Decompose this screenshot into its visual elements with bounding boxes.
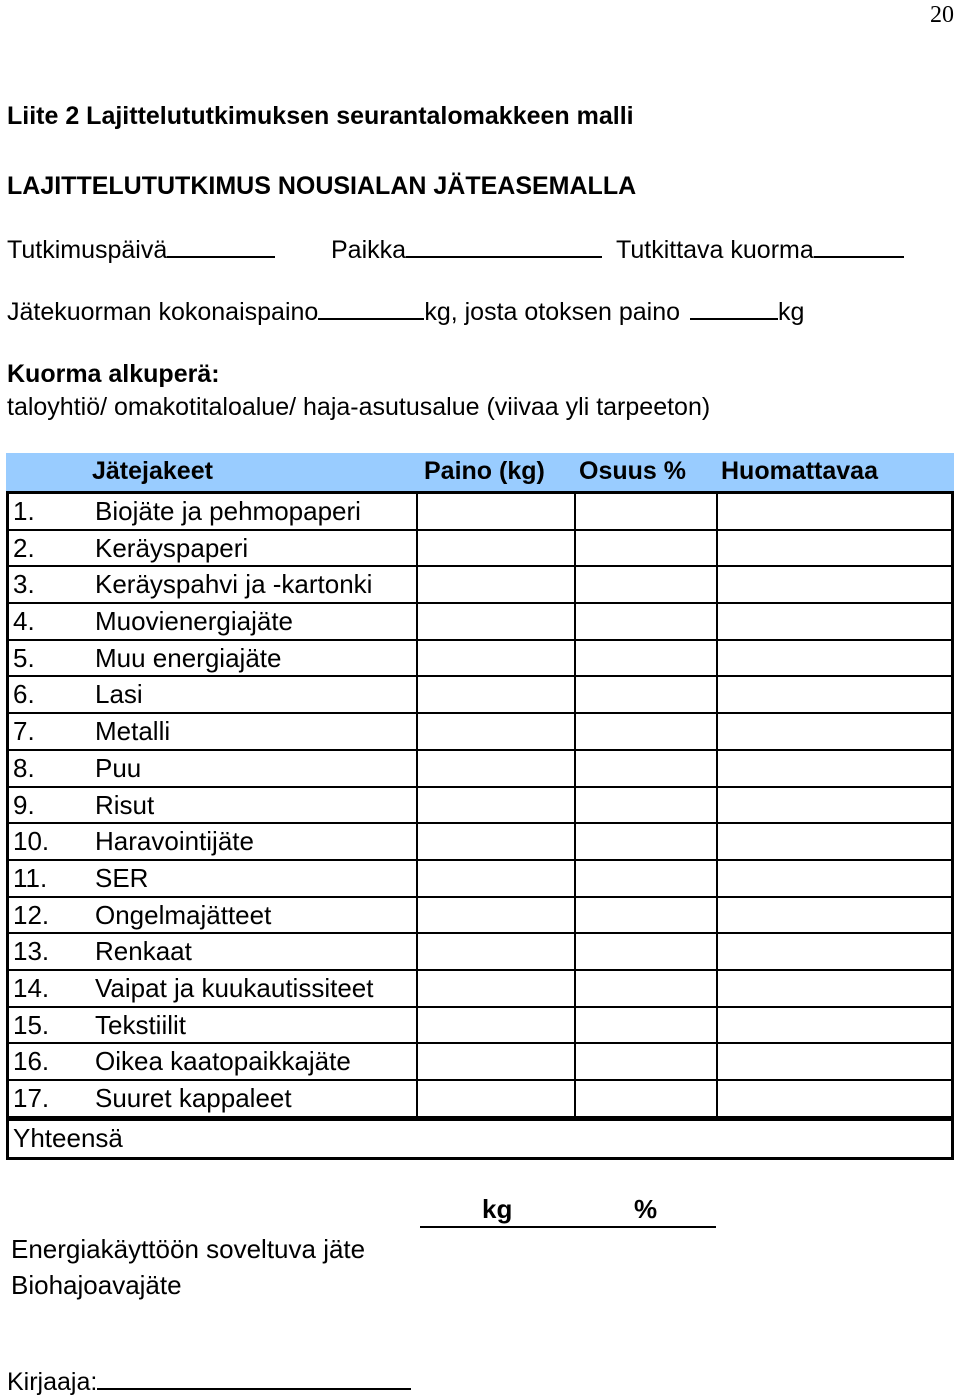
load-label: Tutkittava kuorma [616,236,814,264]
table-row [9,751,951,788]
total-weight-blank[interactable] [318,298,424,320]
recorder-label: Kirjaaja: [7,1368,98,1396]
load-blank[interactable] [814,236,904,258]
page-number: 20 [930,2,954,28]
place-blank[interactable] [406,236,602,258]
row-waste-name: Renkaat [95,936,192,967]
bio-label: Biohajoavajäte [11,1270,182,1300]
notes-cell[interactable] [716,858,718,899]
table-row [9,531,951,568]
table-row [9,824,951,861]
row-number: 9. [13,789,35,820]
header-share: Osuus % [579,457,686,485]
date-label: Tutkimuspäivä [7,236,168,264]
notes-cell[interactable] [716,895,718,936]
weight-cell[interactable] [416,1078,418,1119]
weight-cell[interactable] [416,748,418,789]
appendix-title: Liite 2 Lajittelututkimuksen seurantalomakkeen malli [7,102,634,130]
weight-cell[interactable] [416,601,418,642]
form-title: LAJITTELUTUTKIMUS NOUSIALAN JÄTEASEMALLA [7,172,637,200]
waste-table [6,453,954,1160]
notes-cell[interactable] [716,528,718,569]
notes-cell[interactable] [716,931,718,972]
row-waste-name: Oikea kaatopaikkajäte [95,1046,351,1077]
table-row [9,934,951,971]
weight-cell[interactable] [416,931,418,972]
row-waste-name: Haravointijäte [95,826,254,857]
row-number: 17. [13,1083,50,1113]
header-notes: Huomattavaa [721,457,878,485]
summary-pct-header: % [634,1194,658,1224]
notes-cell[interactable] [716,564,718,605]
weight-cell[interactable] [416,674,418,715]
share-cell[interactable] [574,931,576,972]
share-cell[interactable] [574,1078,576,1119]
weight-cell[interactable] [416,858,418,899]
total-weight-label: Jätekuorman kokonaispaino [7,298,319,326]
row-number: 10. [13,826,50,857]
weight-cell[interactable] [416,895,418,936]
share-cell[interactable] [574,528,576,569]
table-row [9,898,951,935]
table-row [9,604,951,641]
row-waste-name: Biojäte ja pehmopaperi [95,496,361,526]
row-number: 3. [13,569,35,600]
share-cell[interactable] [574,564,576,605]
share-cell[interactable] [574,858,576,899]
share-cell[interactable] [574,1041,576,1082]
row-number: 11. [13,862,48,893]
share-cell[interactable] [574,968,576,1009]
row-number: 5. [13,642,35,673]
header-weight: Paino (kg) [424,457,545,485]
date-blank[interactable] [167,236,275,258]
share-cell[interactable] [574,638,576,679]
table-row [9,641,951,678]
row-number: 15. [13,1009,50,1040]
weight-field[interactable] [7,298,804,327]
weight-cell[interactable] [416,1005,418,1046]
row-waste-name: Keräyspaperi [95,532,249,563]
kg-label: kg [778,298,805,326]
total-label: Yhteensä [13,1122,123,1153]
notes-cell[interactable] [716,785,718,826]
share-cell[interactable] [574,711,576,752]
notes-cell[interactable] [716,968,718,1009]
notes-cell[interactable] [716,491,718,532]
row-waste-name: Suuret kappaleet [95,1083,292,1113]
weight-cell[interactable] [416,638,418,679]
row-waste-name: Risut [95,789,155,820]
row-number: 1. [13,496,35,526]
row-number: 12. [13,899,50,930]
notes-cell[interactable] [716,1078,718,1119]
table-row [9,971,951,1008]
row-number: 13. [13,936,50,967]
table-header [6,453,954,491]
row-waste-name: Tekstiilit [95,1009,187,1040]
weight-cell[interactable] [416,528,418,569]
table-row [9,861,951,898]
energy-label: Energiakäyttöön soveltuva jäte [11,1234,366,1264]
origin-options: taloyhtiö/ omakotitaloalue/ haja-asutusalue (viivaa yli tarpeeton) [7,393,711,421]
row-waste-name: Muovienergiajäte [95,606,294,637]
place-field[interactable] [331,236,602,265]
total-row [9,1118,951,1157]
share-cell[interactable] [574,1005,576,1046]
share-cell[interactable] [574,674,576,715]
sample-weight-blank[interactable] [690,298,778,320]
row-waste-name: Puu [95,752,142,783]
summary-kg-header: kg [482,1194,513,1224]
weight-cell[interactable] [416,564,418,605]
row-waste-name: Muu energiajäte [95,642,282,673]
row-waste-name: Lasi [95,679,143,710]
row-waste-name: Vaipat ja kuukautissiteet [95,972,374,1003]
notes-cell[interactable] [716,638,718,679]
share-cell[interactable] [574,601,576,642]
notes-cell[interactable] [716,601,718,642]
weight-cell[interactable] [416,785,418,826]
load-field[interactable] [616,236,904,265]
row-waste-name: SER [95,862,149,893]
table-row [9,567,951,604]
row-number: 6. [13,679,35,710]
notes-cell[interactable] [716,674,718,715]
share-cell[interactable] [574,895,576,936]
notes-cell[interactable] [716,1041,718,1082]
notes-cell[interactable] [716,711,718,752]
table-row [9,788,951,825]
weight-cell[interactable] [416,711,418,752]
share-cell[interactable] [574,785,576,826]
recorder-blank[interactable] [97,1368,411,1390]
weight-cell[interactable] [416,821,418,862]
table-row [9,1044,951,1081]
weight-cell[interactable] [416,968,418,1009]
of-which-label: kg, josta otoksen paino [424,298,681,326]
table-row [9,494,951,531]
share-cell[interactable] [574,821,576,862]
recorder-field[interactable] [7,1368,411,1397]
weight-cell[interactable] [416,491,418,532]
date-field[interactable] [7,236,275,265]
row-number: 8. [13,752,35,783]
row-number: 14. [13,972,50,1003]
table-body [6,491,954,1160]
row-waste-name: Metalli [95,716,171,747]
row-number: 7. [13,716,35,747]
weight-cell[interactable] [416,1041,418,1082]
row-waste-name: Keräyspahvi ja -kartonki [95,569,373,600]
header-waste-fraction: Jätejakeet [92,457,213,485]
table-row [9,1081,951,1118]
share-cell[interactable] [574,748,576,789]
row-number: 4. [13,606,35,637]
row-waste-name: Ongelmajätteet [95,899,272,930]
share-cell[interactable] [574,491,576,532]
place-label: Paikka [331,236,407,264]
table-row [9,714,951,751]
table-row [9,677,951,714]
origin-label: Kuorma alkuperä: [7,360,220,388]
summary-header [420,1194,716,1228]
table-row [9,1008,951,1045]
notes-cell[interactable] [716,821,718,862]
row-number: 16. [13,1046,50,1077]
row-number: 2. [13,532,35,563]
notes-cell[interactable] [716,748,718,789]
notes-cell[interactable] [716,1005,718,1046]
